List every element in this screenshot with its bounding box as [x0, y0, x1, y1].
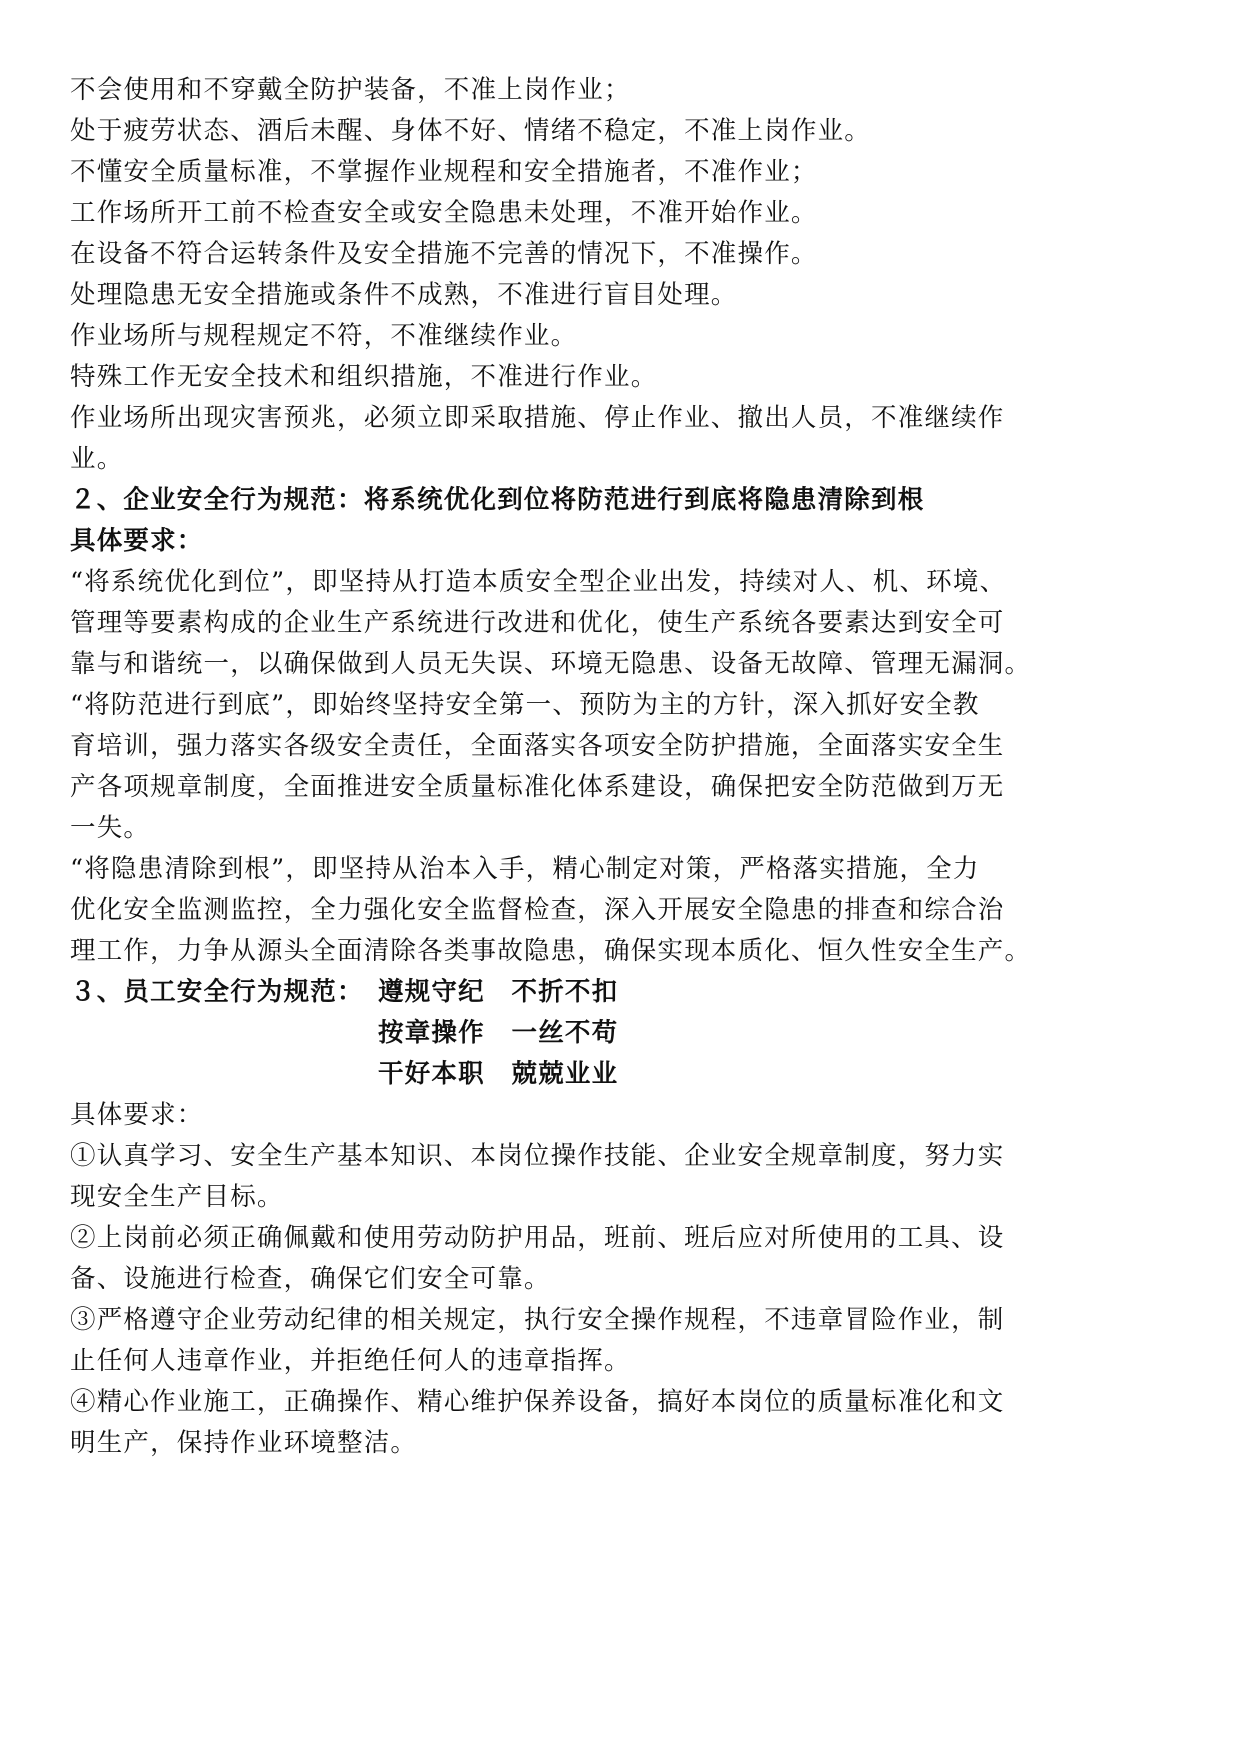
motto-line: 按章操作 一丝不苟 [378, 1018, 619, 1048]
text-line: 不会使用和不穿戴全防护装备，不准上岗作业； [70, 75, 631, 105]
text-line: 不懂安全质量标准，不掌握作业规程和安全措施者，不准作业； [70, 157, 818, 187]
text-line: 育培训，强力落实各级安全责任，全面落实各项安全防护措施，全面落实安全生 [70, 731, 1005, 761]
section-heading: ２、企业安全行为规范：将系统优化到位将防范进行到底将隐患清除到根 [70, 485, 925, 515]
motto-line: 遵规守纪 不折不扣 [378, 977, 619, 1007]
text-line: ④精心作业施工，正确操作、精心维护保养设备，搞好本岗位的质量标准化和文 [70, 1387, 1005, 1417]
text-line: 现安全生产目标。 [70, 1182, 284, 1212]
text-line: 理工作，力争从源头全面清除各类事故隐患，确保实现本质化、恒久性安全生产。 [70, 936, 1032, 966]
text-line: 处理隐患无安全措施或条件不成熟，不准进行盲目处理。 [70, 280, 738, 310]
text-line: 靠与和谐统一，以确保做到人员无失误、环境无隐患、设备无故障、管理无漏洞。 [70, 649, 1032, 679]
section-heading: 具体要求： [70, 526, 204, 556]
text-line: 业。 [70, 444, 124, 474]
section-heading: ３、员工安全行为规范： [70, 977, 364, 1007]
text-line: 优化安全监测监控，全力强化安全监督检查，深入开展安全隐患的排查和综合治 [70, 895, 1005, 925]
text-line: 备、设施进行检查，确保它们安全可靠。 [70, 1264, 551, 1294]
text-line: 一失。 [70, 813, 151, 843]
text-line: ①认真学习、安全生产基本知识、本岗位操作技能、企业安全规章制度，努力实 [70, 1141, 1005, 1171]
text-line: 作业场所出现灾害预兆，必须立即采取措施、停止作业、撤出人员，不准继续作 [70, 403, 1005, 433]
text-line: 明生产，保持作业环境整洁。 [70, 1428, 418, 1458]
text-line: “将隐患清除到根”，即坚持从治本入手，精心制定对策，严格落实措施，全力 [70, 854, 980, 884]
text-line: “将防范进行到底”，即始终坚持安全第一、预防为主的方针，深入抓好安全教 [70, 690, 980, 720]
text-line: 工作场所开工前不检查安全或安全隐患未处理，不准开始作业。 [70, 198, 818, 228]
text-line: 作业场所与规程规定不符，不准继续作业。 [70, 321, 578, 351]
text-line: 产各项规章制度，全面推进安全质量标准化体系建设，确保把安全防范做到万无 [70, 772, 1005, 802]
text-line: 特殊工作无安全技术和组织措施，不准进行作业。 [70, 362, 658, 392]
motto-line: 干好本职 兢兢业业 [378, 1059, 619, 1089]
text-line: “将系统优化到位”，即坚持从打造本质安全型企业出发，持续对人、机、环境、 [70, 567, 1007, 597]
text-line: ③严格遵守企业劳动纪律的相关规定，执行安全操作规程，不违章冒险作业，制 [70, 1305, 1005, 1335]
text-line: ②上岗前必须正确佩戴和使用劳动防护用品，班前、班后应对所使用的工具、设 [70, 1223, 1005, 1253]
text-line: 在设备不符合运转条件及安全措施不完善的情况下，不准操作。 [70, 239, 818, 269]
text-line: 管理等要素构成的企业生产系统进行改进和优化，使生产系统各要素达到安全可 [70, 608, 1005, 638]
text-line: 具体要求： [70, 1100, 204, 1130]
text-line: 处于疲劳状态、酒后未醒、身体不好、情绪不稳定，不准上岗作业。 [70, 116, 872, 146]
text-line: 止任何人违章作业，并拒绝任何人的违章指挥。 [70, 1346, 631, 1376]
